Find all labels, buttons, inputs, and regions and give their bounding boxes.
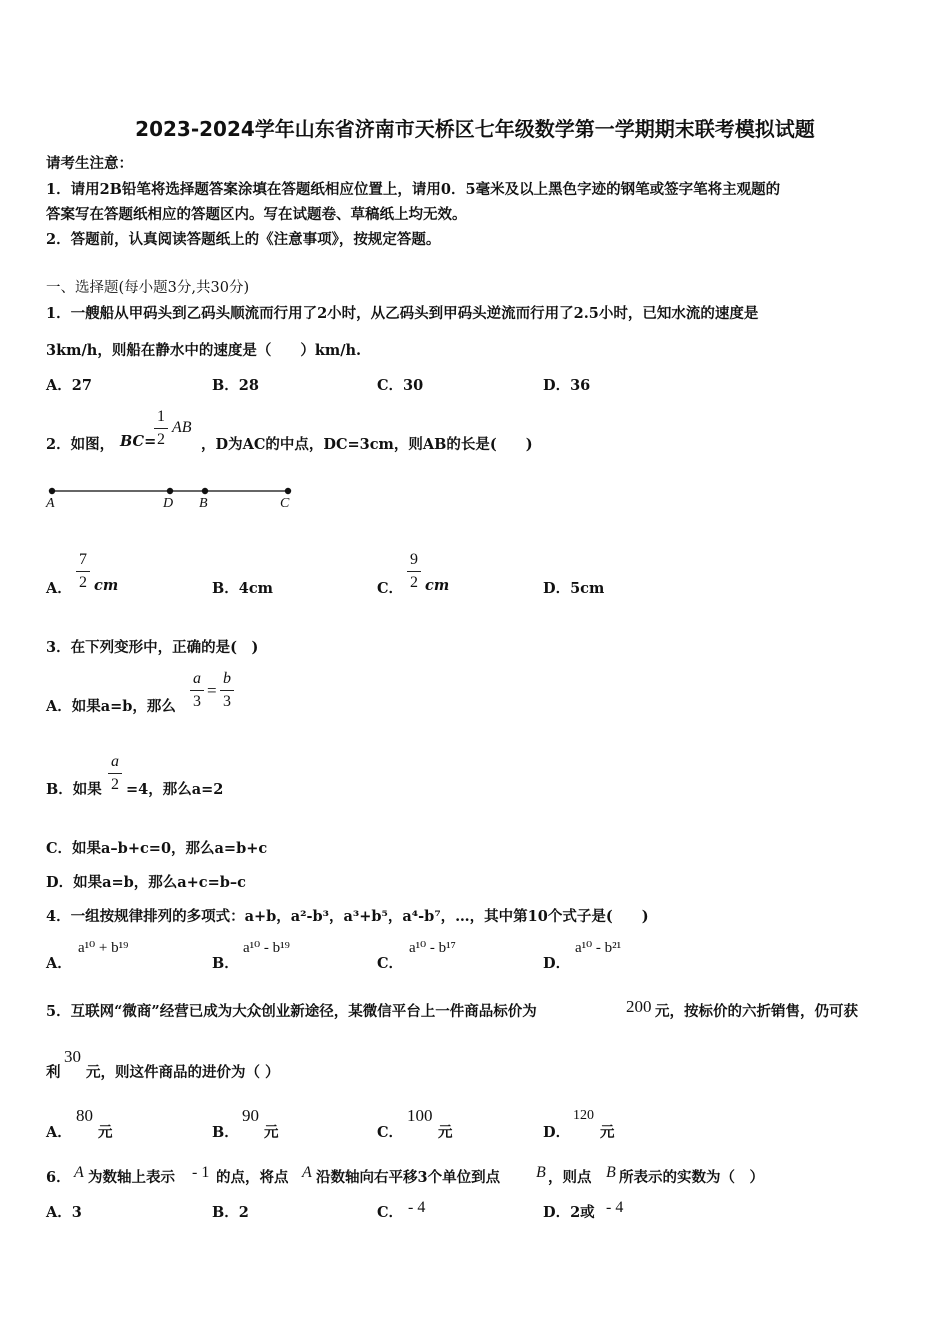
q1-option-b: B．28 (212, 377, 259, 394)
q1-line-2: 3km/h，则船在静水中的速度是（ ）km/h. (46, 342, 362, 359)
notice-heading: 请考生注意： (46, 155, 133, 172)
q6-option-a: A．3 (46, 1204, 82, 1221)
notice-line-1b: 答案写在答题纸相应的答题区内。写在试题卷、草稿纸上均无效。 (46, 206, 467, 223)
q2-option-c-unit: cm (425, 577, 450, 594)
q2-option-d: D．5cm (543, 580, 605, 597)
q6-var-a-2: A (302, 1164, 312, 1181)
point-c (285, 488, 291, 494)
section-heading: 一、选择题(每小题3分,共30分) (46, 280, 250, 296)
q5-line-2a: 利 (46, 1064, 61, 1081)
q2-a-num: 7 (79, 551, 87, 568)
q3-option-d: D．如果a=b，那么a+c=b–c (46, 874, 246, 891)
q5-option-d-label: D． (543, 1124, 571, 1141)
q3-a-f2-num: b (223, 670, 231, 687)
q5-option-a-label: A． (46, 1124, 72, 1141)
q4-stem: 4．一组按规律排列的多项式：a+b，a²-b³，a³+b⁵，a⁴-b⁷，…，其中第10个式子是( ) (46, 908, 649, 925)
point-a (49, 488, 55, 494)
q5-option-b-label: B． (212, 1124, 239, 1141)
q2-frac-var: AB (172, 419, 192, 436)
q4-option-c-expr: a¹⁰ - b¹⁷ (409, 940, 456, 956)
q3-b-fraction (108, 754, 122, 793)
q2-option-c-fraction (407, 552, 421, 591)
q5-option-c-unit: 元 (438, 1124, 453, 1141)
q2-segment-figure (40, 482, 310, 514)
q1-option-a: A．27 (46, 377, 92, 394)
q2-stem-post: ，D为AC的中点，DC=3cm，则AB的长是( ) (201, 436, 533, 453)
q2-option-a-label: A． (46, 580, 72, 597)
point-d (167, 488, 173, 494)
q4-option-d-expr: a¹⁰ - b²¹ (575, 940, 622, 956)
q4-option-b-label: B． (212, 955, 239, 972)
q3-b-den: 2 (111, 776, 119, 793)
q6-option-d-label: D．2或 (543, 1204, 595, 1221)
notice-line-2: 2．答题前，认真阅读答题纸上的《注意事项》，按规定答题。 (46, 231, 441, 248)
q2-c-den: 2 (410, 574, 418, 591)
q2-frac-num: 1 (157, 408, 165, 425)
q5-option-b-unit: 元 (264, 1124, 279, 1141)
q3-b-num: a (111, 753, 119, 770)
page-title: 2023-2024学年山东省济南市天桥区七年级数学第一学期期末联考模拟试题 (135, 117, 815, 141)
notice-line-1a: 1．请用2B铅笔将选择题答案涂填在答题纸相应位置上，请用0．5毫米及以上黑色字迹的钢笔或签字笔将主观题的 (46, 181, 781, 198)
q4-option-a-expr: a¹⁰ + b¹⁹ (78, 940, 129, 956)
label-point-d: D (163, 496, 174, 511)
label-point-c: C (280, 496, 290, 511)
q3-a-f1-den: 3 (193, 693, 201, 710)
q6-text-3: 沿数轴向右平移3个单位到点 (316, 1169, 501, 1186)
q3-option-b-post: =4，那么a=2 (126, 781, 224, 798)
q5-line-1a: 5．互联网“微商”经营已成为大众创业新途径，某微信平台上一件商品标价为 (46, 1003, 537, 1020)
q1-option-c: C．30 (377, 377, 424, 394)
q2-frac-den: 2 (157, 431, 165, 448)
q6-text-2: 的点，将点 (216, 1169, 289, 1186)
q6-var-b: B (536, 1164, 546, 1181)
q2-prefix: 2．如图， (46, 436, 115, 453)
q2-c-num: 9 (410, 551, 418, 568)
q2-a-den: 2 (79, 574, 87, 591)
q3-a-f2-den: 3 (223, 693, 231, 710)
q2-option-a-unit: cm (94, 577, 119, 594)
q6-var-a: A (74, 1164, 84, 1181)
q5-line-2b: 元，则这件商品的进价为（ ） (86, 1064, 280, 1081)
q3-a-fraction-1 (190, 671, 204, 710)
q6-minus-one: - 1 (192, 1164, 210, 1181)
q6-option-c-value: - 4 (408, 1199, 426, 1216)
q3-stem: 3．在下列变形中，正确的是( ) (46, 639, 259, 656)
q2-option-b: B．4cm (212, 580, 274, 597)
q2-fraction (154, 409, 168, 448)
q6-option-b: B．2 (212, 1204, 249, 1221)
q4-option-b-expr: a¹⁰ - b¹⁹ (243, 940, 290, 956)
q3-a-equals: = (207, 681, 217, 700)
q5-option-a-unit: 元 (98, 1124, 113, 1141)
q5-option-d-unit: 元 (600, 1124, 615, 1141)
q6-option-c-label: C． (377, 1204, 404, 1221)
q2-bc: BC= (120, 433, 157, 450)
q5-price: 200 (626, 997, 652, 1016)
q4-option-a-label: A． (46, 955, 72, 972)
q5-option-d-value: 120 (573, 1108, 594, 1123)
q2-option-c-label: C． (377, 580, 404, 597)
label-point-b: B (199, 496, 208, 511)
q1-option-d: D．36 (543, 377, 591, 394)
q3-a-fraction-2 (220, 671, 234, 710)
q6-option-d-value: - 4 (606, 1199, 624, 1216)
q1-line-1: 1．一艘船从甲码头到乙码头顺流而行用了2小时，从乙码头到甲码头逆流而行用了2.5小时，已知水流的速度是 (46, 305, 759, 322)
q5-option-b-value: 90 (242, 1106, 259, 1125)
q6-var-b-2: B (606, 1164, 616, 1181)
q6-text-1: 为数轴上表示 (88, 1169, 175, 1186)
q2-option-a-fraction (76, 552, 90, 591)
q3-option-a-pre: A．如果a=b，那么 (46, 698, 176, 715)
q5-line-1b: 元，按标价的六折销售，仍可获 (655, 1003, 858, 1020)
q4-option-d-label: D． (543, 955, 571, 972)
label-point-a: A (46, 496, 55, 511)
point-b (202, 488, 208, 494)
q3-option-c: C．如果a–b+c=0，那么a=b+c (46, 840, 268, 857)
q6-text-5: 所表示的实数为（ ） (619, 1169, 764, 1186)
q3-option-b-pre: B．如果 (46, 781, 102, 798)
q5-option-c-label: C． (377, 1124, 404, 1141)
q3-a-f1-num: a (193, 670, 201, 687)
q5-profit: 30 (64, 1047, 81, 1066)
q6-number: 6． (46, 1169, 71, 1186)
q5-option-c-value: 100 (407, 1106, 433, 1125)
q4-option-c-label: C． (377, 955, 404, 972)
q6-text-4: ，则点 (548, 1169, 592, 1186)
q5-option-a-value: 80 (76, 1106, 93, 1125)
